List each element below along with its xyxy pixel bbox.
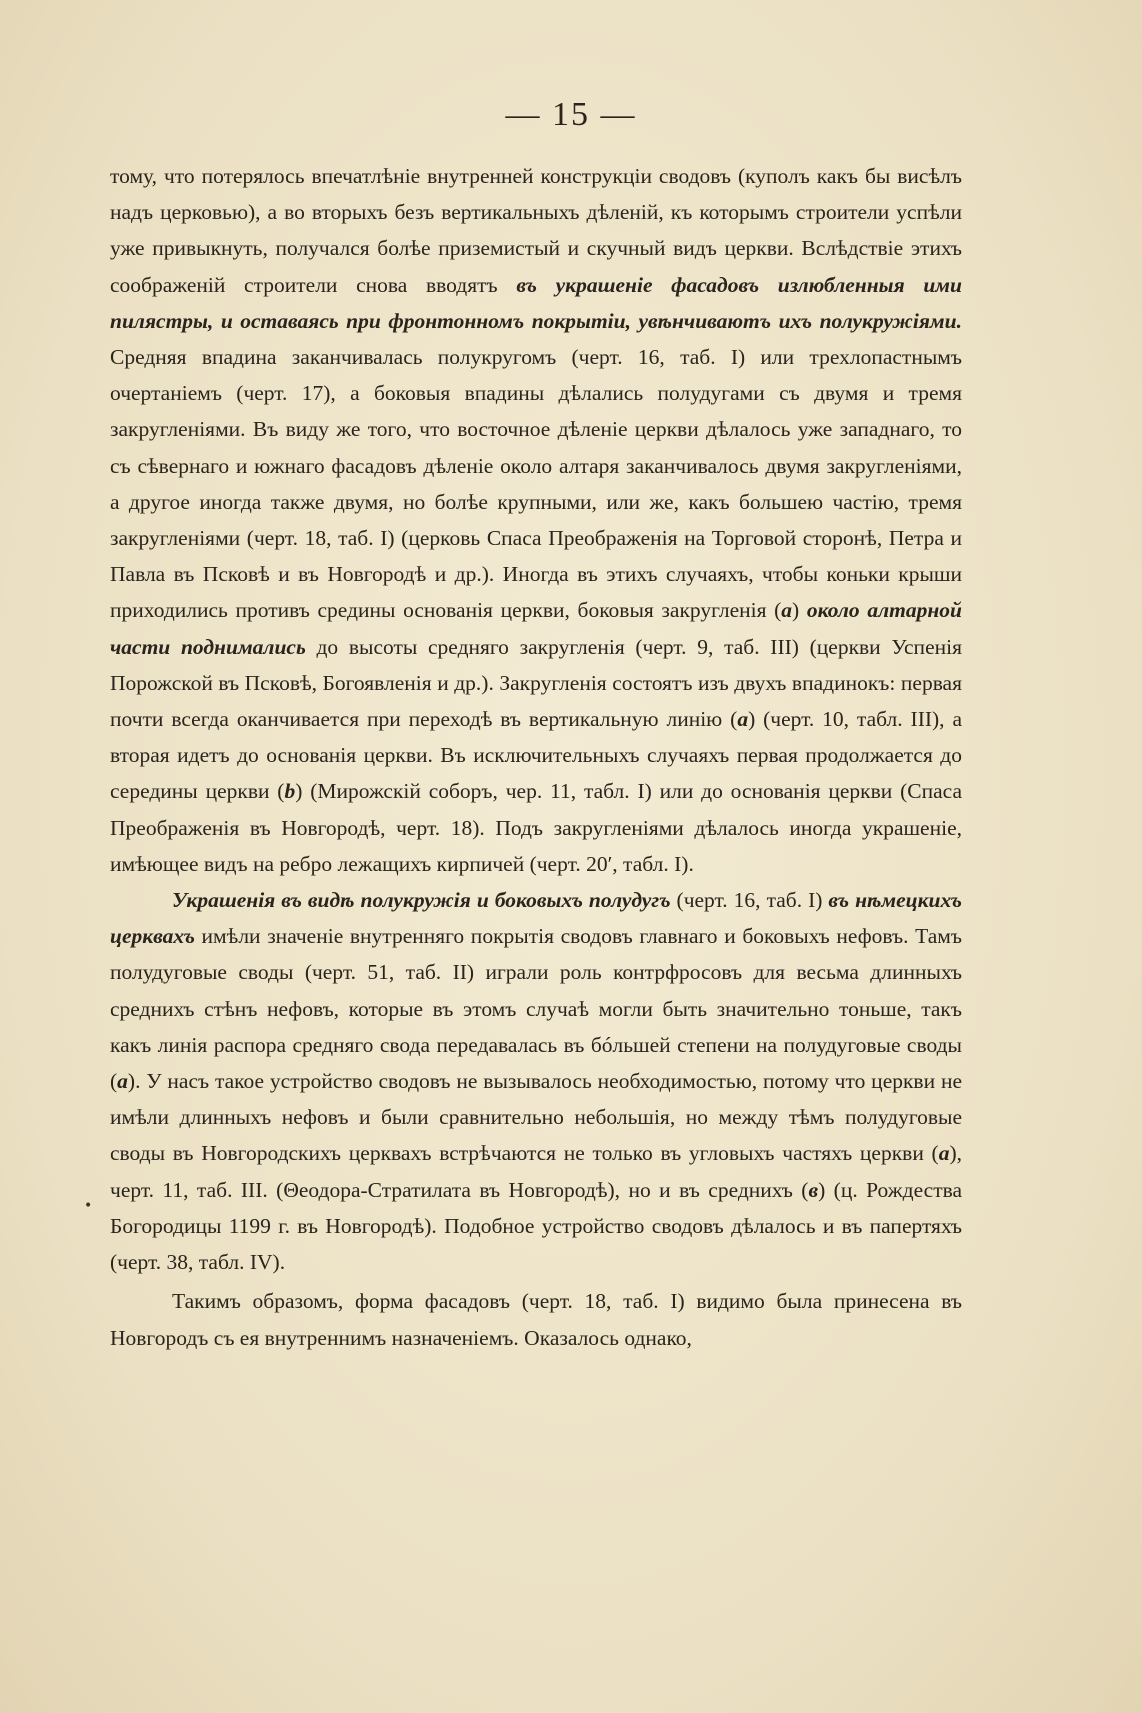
paragraph-1 [110,158,962,882]
text-run: до высоты средняго закругленія (черт. 9, таб. III) (церкви Успенія Порожской въ Псковѣ, Богоявленія и др.). Закругленія состоятъ изъ двухъ впадинокъ: первая почти всегда оканчивается при переходѣ въ вертикальную линію ( [110,634,962,732]
text-run: тому, что потерялось впечатлѣніе внутренней конструкціи сводовъ (куполъ какъ бы висѣлъ надъ церковью), а во вторыхъ безъ вертикальныхъ дѣленій, къ которымъ строители успѣли уже привыкнуть, получался болѣе приземистый и скучный видъ церкви. Вслѣдствіе этихъ соображеній строители снова вводятъ [110,164,962,297]
text-run: ), черт. 11, таб. III. (Θеодора-Стратилата въ Новгородѣ), но и въ среднихъ ( [110,1141,962,1202]
margin-dot: • [84,1198,93,1214]
body-text [110,158,962,1356]
text-run: ) (черт. 10, табл. III), а вторая идетъ до основанія церкви. Въ исключительныхъ случаяхъ первая продолжается до середины церкви ( [110,707,962,804]
text-run: (черт. 16, таб. I) [670,888,829,913]
text-run: ) [792,598,807,623]
text-run: имѣли значеніе внутренняго покрытія сводовъ главнаго и боковыхъ нефовъ. Тамъ полудуговые своды (черт. 51, таб. II) играли роль контрфросовъ для весьма длинныхъ среднихъ стѣнъ нефовъ, которые въ этомъ случаѣ могли быть значительно тоньше, такъ какъ линія распора средняго свода передавалась въ бóльшей степени на полудуговые своды ( [110,924,962,1094]
paragraph-3 [110,1283,962,1355]
italic-run: а [737,707,749,732]
text-run: Средняя впадина заканчивалась полукругомъ (черт. 16, таб. I) или трехлопастнымъ очертаніемъ (черт. 17), а боковыя впадины дѣлались полудугами съ двумя и тремя закругленіями. Въ виду же того, что восточное дѣленіе церкви дѣлалось уже западнаго, то съ сѣвернаго и южнаго фасадовъ дѣленіе около алтаря заканчивалось двумя закругленіями, а другое иногда также двумя, но болѣе крупными, или же, какъ большею частію, тремя закругленіями (черт. 18, таб. I) (церковь Спаса Преображенія на Торговой сторонѣ, Петра и Павла въ Псковѣ и въ Новгородѣ и др.). Иногда въ этихъ случаяхъ, чтобы коньки крыши приходились противъ средины основанія церкви, боковыя закругленія ( [110,345,962,623]
italic-run: въ украшеніе фасадовъ излюбленныя ими пилястры, и оставаясь при фронтонномъ покрытіи, увѣнчиваютъ ихъ полукружіями. [110,272,962,333]
italic-run: въ нѣмецкихъ церквахъ [110,888,962,949]
text-run: ) (ц. Рождества Богородицы 1199 г. въ Новгородѣ). Подобное устройство сводовъ дѣлалось и въ папертяхъ (черт. 38, табл. IV). [110,1177,962,1275]
text-run: ) (Мирожскій соборъ, чер. 11, табл. I) или до основанія церкви (Спаса Преображенія въ Новгородѣ, черт. 18). Подъ закругленіями дѣлалось иногда украшеніе, имѣющее видъ на ребро лежащихъ кирпичей (черт. 20′, табл. I). [110,779,962,876]
italic-run: около алтарной части поднимались [110,598,962,659]
italic-run: а [781,598,793,623]
page-number: — 15 — [505,96,637,133]
paragraph-2 [110,882,962,1280]
italic-run: а [938,1141,950,1166]
italic-run: а [117,1069,128,1094]
text-run: Такимъ образомъ, форма фасадовъ (черт. 18, таб. I) видимо была принесена въ Новгородъ съ ея внутреннимъ назначеніемъ. Оказалось однако, [110,1289,962,1350]
italic-run: Украшенія въ видѣ полукружія и боковыхъ полудугъ [172,888,671,913]
italic-run: b [284,779,296,804]
text-run: ). У насъ такое устройство сводовъ не вызывалось необходимостью, потому что церкви не имѣли длинныхъ нефовъ и были сравнительно небольшія, но между тѣмъ полудуговые своды въ Новгородскихъ церквахъ встрѣчаются не только въ угловыхъ частяхъ церкви ( [110,1069,962,1166]
italic-run: в [808,1177,819,1202]
